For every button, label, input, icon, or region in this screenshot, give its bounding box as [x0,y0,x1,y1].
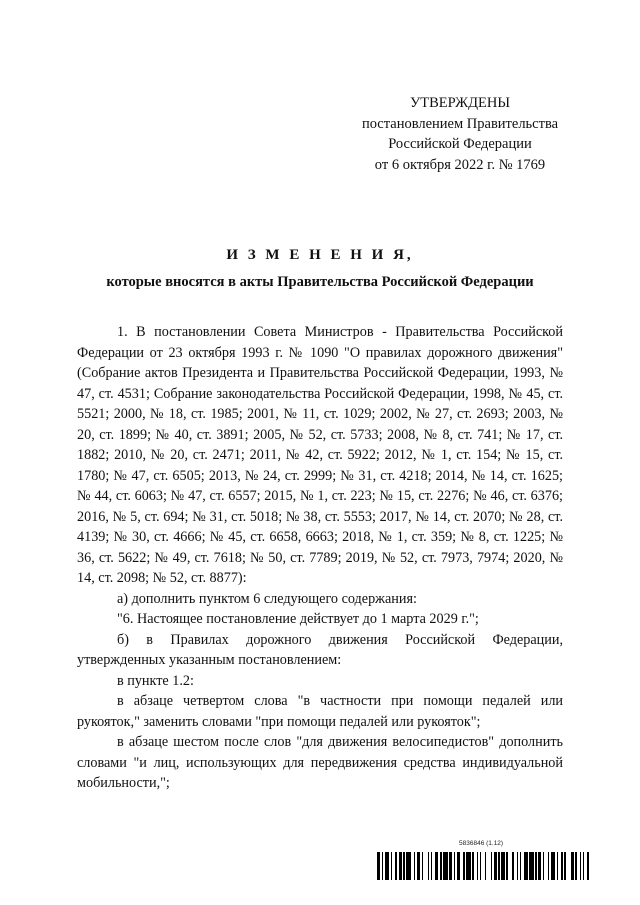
document-subtitle: которые вносятся в акты Правительства Российской Федерации [106,274,534,290]
paragraph-1: 1. В постановлении Совета Министров - Правительства Российской Федерации от 23 октября 1993 г. № 1090 "О правилах дорожного движения" (Собрание актов Президента и Правительства Российской Федерации, 1993, № 47, ст. 4531; Собрание законодательства Российской Федерации, 1998, № 45, ст. 5521; 2000, № 18, ст. 1985; 2001, № 11, ст. 1029; 2002, № 27, ст. 2693; 2003, № 20, ст. 1899; № 40, ст. 3891; 2005, № 52, ст. 5733; 2008, № 8, ст. 741; № 17, ст. 1882; 2010, № 20, ст. 2471; 2011, № 42, ст. 5922; 2012, № 1, ст. 154; № 15, ст. 1780; № 47, ст. 6505; 2013, № 24, ст. 2999; № 31, ст. 4218; 2014, № 14, ст. 1625; № 44, ст. 6063; № 47, ст. 6557; 2015, № 1, ст. 223; № 15, ст. 2276; № 46, ст. 6376; 2016, № 5, ст. 694; № 31, ст. 5018; № 38, ст. 5553; 2017, № 14, ст. 2070; № 28, ст. 4139; № 30, ст. 4666; № 45, ст. 6658, 6663; 2018, № 1, ст. 359; № 8, ст. 1225; № 36, ст. 5622; № 49, ст. 7618; № 50, ст. 7789; 2019, № 52, ст. 7973, 7974; 2020, № 14, ст. 2098; № 52, ст. 8877): [77,324,563,586]
approval-authority: Российской Федерации [388,136,532,152]
barcode [377,852,595,880]
paragraph-7: в абзаце шестом после слов "для движения велосипедистов" дополнить словами "и лиц, использующих для передвижения средства индивидуальной мобильности,"; [77,734,563,791]
approval-status: УТВЕРЖДЕНЫ [409,95,511,111]
paragraph-3: "6. Настоящее постановление действует до 1 марта 2029 г."; [117,611,479,627]
paragraph-6: в абзаце четвертом слова "в частности при помощи педалей или рукояток," заменить словами "при помощи педалей или рукояток"; [77,693,563,730]
approval-by: постановлением Правительства [361,115,559,132]
barcode-label: 5836846 (1.12) [459,840,504,847]
approval-date-number: от 6 октября 2022 г. № 1769 [374,156,546,173]
barcode-bar [589,852,594,880]
document-body [77,322,563,794]
paragraph-5: в пункте 1.2: [117,672,194,689]
document-title: И З М Е Н Е Н И Я, [226,247,414,263]
document-heading [0,245,640,292]
paragraph-4: б) в Правилах дорожного движения Российской Федерации, утвержденных указанным постановлением: [77,631,563,668]
approval-block [340,93,580,175]
paragraph-2: а) дополнить пунктом 6 следующего содержания: [117,590,417,607]
